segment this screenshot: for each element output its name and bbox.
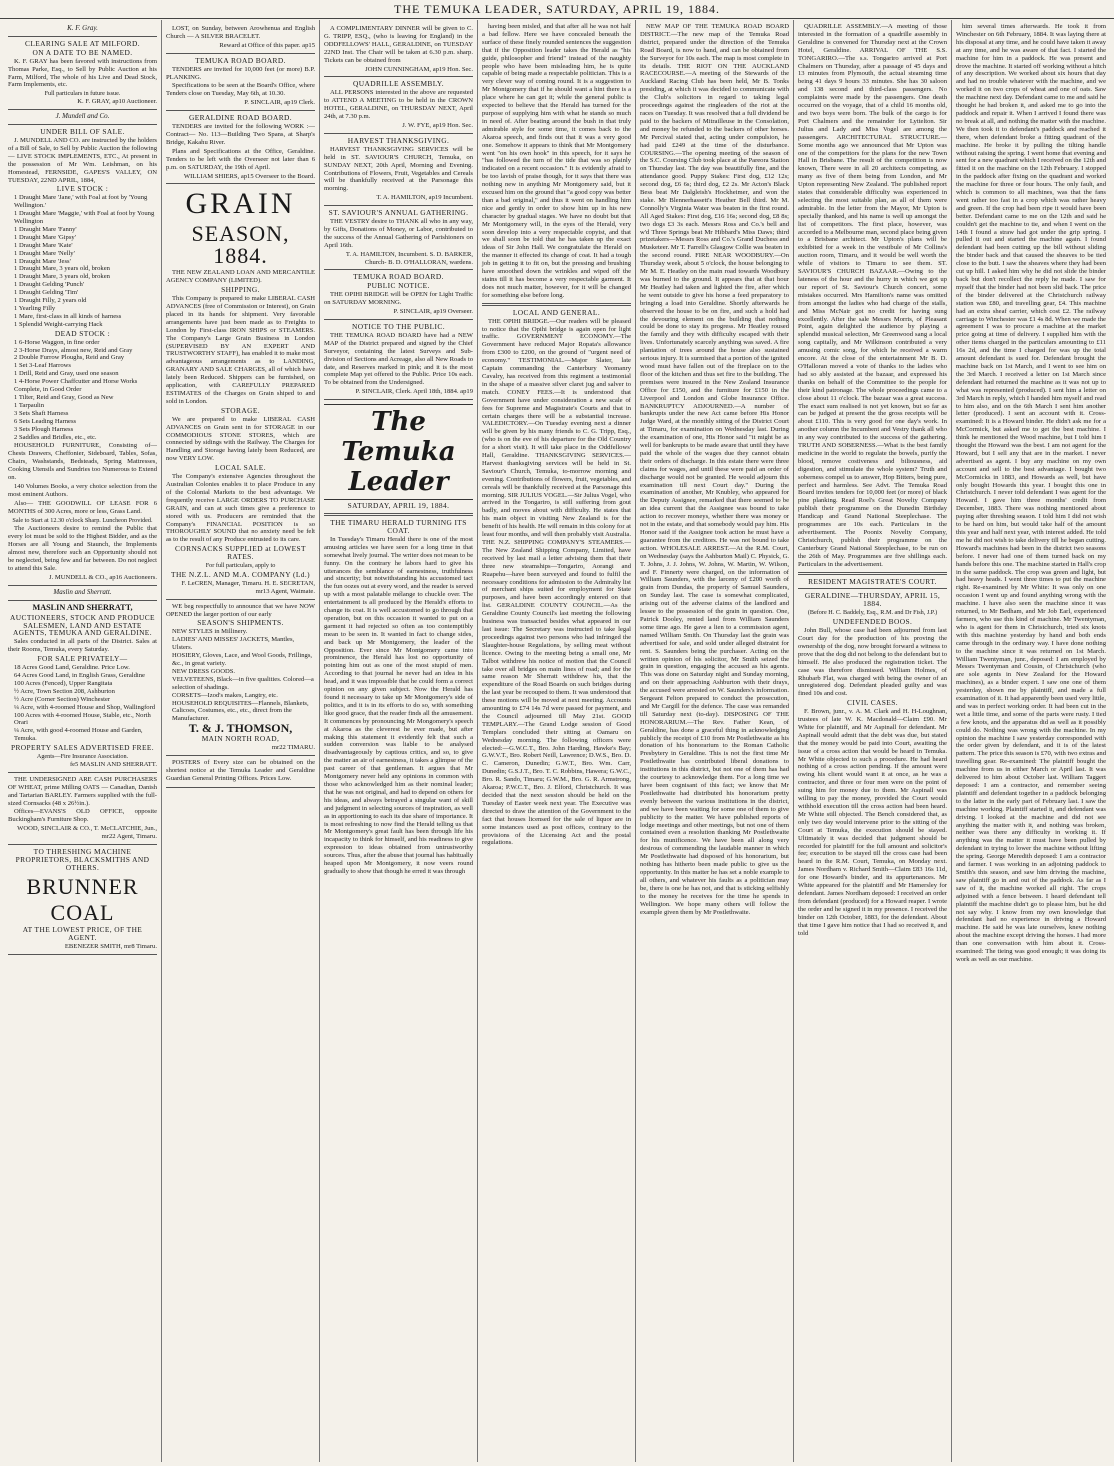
advert-subtitle: AUCTIONEERS, STOCK AND PRODUCE SALESMEN, LAND AND ESTATE AGENTS, TEMUKA AND GERALDINE. [10, 612, 155, 638]
masthead: THE TEMUKA LEADER, SATURDAY, APRIL 19, 1884. [0, 0, 1114, 19]
sale-start: Sale to Start at 12.30 o'clock Sharp. Luncheon Provided. [12, 516, 153, 524]
list-item: ½ Acre, Town Section 208, Ashburton [14, 687, 115, 695]
advert-signature: P. SINCLAIR, ap19 Clerk. [244, 99, 315, 107]
advert-body: This Company is prepared to make LIBERAL CASH ADVANCES (free of Commission or Interest), on Grain placed in its hands for shipment. Very favorable arrangements have just been made as to Freights to London by First-class IRON SHIPS or STEAMERS. The Company's Large Grain Business in London (SUPERVISED BY AN EXPERT AND TRUSTWORTHY STAFF), has enabled it to make most advantageous arrangements as to LANDING, GRANARY AND SALE CHARGES, all of which have lately been Reduced. Shippers can be furnished, on application, with CAREFULLY PREPARED ESTIMATES of the Charges on Grain shiped to and sold in London. [166, 295, 316, 405]
advert-new-map [324, 320, 473, 400]
advert-body: J. MUNDELL AND CO. are instructed by the holders of a Bill of Sale, to Sell by Public Auction the following — LIVE STOCK IMPLEMENTS, ETC., At present in the possession of Mr Wm. Leishman, on his Homestead, FERNSIDE, GAPES'S VALLEY, ON TUESDAY, 22ND APRIL, 1884, [8, 136, 157, 184]
column-7 [952, 20, 1110, 1462]
list-item: 1 Draught Mare, 3 years old, broken [14, 273, 110, 281]
goods-list [166, 628, 315, 723]
section-heading: LOCAL SALE. [215, 463, 266, 473]
advert-signature: Reward at Office of this paper. ap15 [219, 41, 315, 49]
list-item: 2 Saddles and Bridles, etc., etc. [14, 433, 97, 441]
local-news-body: THE OPIHI BRIDGE.—Our readers will be pleased to notice that the Opihi bridge is again open for light traffic. GOVERNMENT ECONOMY.—The Government have reduced Major Ropata's allowance from £300 to £200, on the ground of "urgent need of economy." TESTIMONIAL.—Major Slater, late Captain commanding the Canterbury Yeomanry Cavalry, has received from this regiment a testimonial in the shape of a massive silver claret jug and salver to match. CONEY FEES.—It is understood that Government have under consideration a new scale of fees for Supreme and Magistrate's Courts and that in certain charges there will be a substantial increase. VALEDICTORY.—On Tuesday evening next a dinner will be given by his many friends to C. G. Tripp, Esq., (who is on the eve of his departure for the Old Country for a short visit). It will take place in the Oddfellows' Hall, Geraldine. THANKSGIVING SERVICES.—Harvest thanksgiving services will be held in St. Saviour's Church, Temuka, to-morrow morning and evening. Contributions of flowers, fruit, vegetables, and cereals will be thankfully received at the Parsonage this morning. SIR JULIUS VOGEL.—Sir Julius Vogel, who arrived in the Tongariro, is still suffering from gout badly, and moves about with difficulty. He states that his main object in visiting New Zealand is for the benefit of his health. He will remain in this colony for at least four months, and will then probably visit Australia. THE N.Z. SHIPPING COMPANY'S STEAMERS.—The New Zealand Shipping Company, Limited, have received by last mail a letter advising them that their three new steamships—Tongariro, Aorangi and Ruapehu—have been surveyed and found to fulfil the necessary conditions for admission to the Admiralty list of merchant ships suited for employment for State purposes, and have been accordingly entered on that list. GERALDINE COUNTY COUNCIL.—As the Geraldine County Council's last meeting the following business was transacted besides what appeared in our last issue: The Secretary was instructed to take legal proceedings against two persons who had infringed the Slaughter-house Regulations, by selling meat without licence. Owing to the meeting being a small one, Mr Talbot withdrew his notice of motion that the Council take over all bridges on main lines of road; and for the same reason Mr Sherratt withdrew his, that the expenditure of the Road Boards on such bridges during the last year be recouped to them. It was understood that these motions will be moved at next meeting. Accounts amounting to £74 14s 7d were passed for payment, and the Council adjourned till May 21st. GOOD TEMPLARY.—The Grand Lodge session of Good Templars concluded their sitting at Oamaru on Wednesday morning. The following officers were elected:—G.W.C.T., Bro. John Harding, Hawke's Bay; G.W.V.T., Bro. Robert Neill, Lawrence; D.W.S., Bro. D. C. Cameron, Dunedin; G.W.T., Bro. Wm. Carr, Dunedin; G.S.J.T., Bro. T. C. Robbins, Hawera; G.W.C., Bro. R. Sando, Timaru; G.W.M., Bro. G. R. Armstrong, Akaroa; P.W.C.T., Bro. J. Elford, Christchurch. It was decided that the next session should be held on the Tuesday of Easter week next year. The Executive was directed to draw the attention of the Government to the fact that houses licensed for the sale of liquor are in some instances used as post offices, contrary to the provisions of the Licensing Act and the postal regulations. [482, 317, 631, 847]
advert-body: TENDERS are invited for 10,000 feet (or more) B.P. PLANKING. [166, 65, 315, 81]
list-item: 2 Double Furrow Ploughs, Reid and Gray [14, 354, 125, 362]
advert-body: WE beg respectfully to announce that we have NOW OPENED the larger portion of our early [166, 602, 315, 618]
advert-title: CLEARING SALE AT MILFORD. [25, 38, 140, 48]
issue-date: SATURDAY, APRIL 19, 1884. [347, 501, 450, 511]
advert-body: THE TEMUKA ROAD BOARD have had a NEW MAP of the District prepared and signed by the Chief Surveyor, containing the latest Surveys and Sub-division of Sections and Acreage, also all New Roads to date, and Reserves marked in pink; and it is the most complete Map yet offered to the Public. Price 10s each. To be obtained from the Undersigned. [324, 331, 473, 387]
property-list [8, 664, 157, 743]
list-item: 1 Drill, Reid and Gray, used one season [14, 370, 119, 378]
product-name: COAL [50, 899, 115, 925]
brand-name: BRUNNER [26, 873, 139, 899]
advert-title: HARVEST THANKSGIVING. [347, 135, 450, 145]
column-4 [478, 20, 636, 1462]
editorial-body: In Tuesday's Timaru Herald there is one of the most amusing articles we have seen for a long time in that somewhat lively journal. The writer does not mean to be funny. On the contrary he labors hard to give his utterances the semblance of earnestness, truthfulness and sincerity; but notwithstanding his accustomed tact the fun oozes out at every word, and the reader is served up with a most palatable mélange to chuckle over. The entertainment is all produced by the Herald's efforts to change its coat. It is well accustomed to go through that operation, but on this occasion it wanted to put on a garment it had rejected so often as too contemptibly mean to be seen in. It wanted in fact to change sides, and back up Mr Montgomery, the leader of the Opposition. Ever since Mr Montgomery came into prominence, the Herald has lost no opportunity of pointing him out as one of the most stupid of men. According to that journal he never had an idea in his head, and it was impossible that he could form a correct opinion on any given subject. Now the Herald has found it necessary to take up Mr Montgomery's side of politics, and it is in its efforts to do so, with something like good grace, that the reader finds all the amusement. It commences by pronouncing Mr Mongomery's speech at Akaroa as the cleverest he ever made, but after making this statement it evidently felt that such a sudden conversion was liable to be analysed disadvantageously by captious critics, and so, to give the matter an air of earnestness, it takes a glimpse of the past career of that gentleman. It argues that Mr Montgomery never held any opinions in common with those who acknowledged him as their nominal leader; that he was not original, and had to depend on others for his ideas, and always betrayed a singular want of skill and judgment in selecting sources of inspiration, as well as in apportioning to each its due share of importance. It is most refreshing to now find the Herald telling us that Mr Montgomery's great fault has been through life his incapacity to think for himself, and his readiness to give expression to ideas obtained from untrustworthy sources. Thus, after the abuse that journal has habitually heaped upon Mr Montgomery, it now veers round gradually to show that though he erred it was through [324, 535, 473, 875]
advert-signature: EBENEZER SMITH, mr8 Timaru. [64, 942, 157, 950]
advert-title: UNDER BILL OF SALE. [40, 127, 125, 137]
list-item: 1 Draught Mare 'Fanny' [14, 225, 77, 233]
list-item: 64 Acres Good Land, in English Grass, Geraldine [14, 671, 145, 679]
auctioneer-note: The Auctioneers desire to remind the Public that every lot must be sold to the Highest Bidder, and as the Horses are all Young and Staunch, the Implements almost new, therefore such an Opportunity should not be neglected, being few and far between. Do not neglect to attend this Sale. [8, 525, 157, 572]
advert-title: QUADRILLE ASSEMBLY. [353, 79, 444, 89]
list-item: 1 Draught Mare 'Maggie,' with Foal at foot by Young Wellington [14, 210, 155, 226]
advert-body: Specifications to be seen at the Board's Office, where Tenders close on Tuesday, May 6th, at 10.30. [166, 82, 315, 98]
advert-note: PROPERTY SALES ADVERTISED FREE. [10, 743, 155, 753]
court-subheading: CIVIL CASES. [847, 698, 898, 708]
advert-title: SEASON'S SHIPMENTS. [197, 618, 284, 628]
advert-title: NOTICE TO THE PUBLIC. [352, 322, 445, 331]
list-item: 1 Mare, first-class in all kinds of harness [14, 312, 122, 320]
list-item: 1 Draught Mare 'Kate' [14, 241, 73, 249]
advert-note: Agents—Fire Insurance Association. [36, 753, 129, 761]
advert-complimentary-dinner [324, 22, 473, 77]
advert-agent: K. F. Gray. [67, 24, 98, 32]
advert-body: ALL PERSONS interested in the above are requested to ATTEND A MEETING to be held in the CROWN HOTEL, GERALDINE, on THURSDAY NEXT, April 24th, at 7.30 p.m. [324, 89, 473, 121]
section-heading: CORNSACKS SUPPLIED at LOWEST RATES. [175, 544, 306, 562]
court-body: F. Brown, junr., v. A. M. Clark and H. H-Loughnan, trustees of late W. K. Macdonald—Claim £90. Mr White for plaintiff, and Mr Aspinall for defendant. Mr Aspinall would admit that the debt was due, but stated that the money would be paid into Court, awaiting the issue of a cross action that would be heard in Temuka. Mr White objected to such a procedure. He had heard nothing of a cross action pending. If the amount were owing his client would want it at once, as he was a contractor, and three or four men were on the point of suing him for money due to them. Mr Aspinall was willing to pay the money, provided the Court would withhold execution till the cross action had been heard. Mr White still objected. The Bench considered that, as only two day would intervene prior to the sitting of the Court at Temuka, the execution should be stayed. Ultimately it was decided that judgment should be recorded for plaintiff for the full amount and solicitor's fee; execution to be stayed till the cross case had been heard in the R.M. Court, Temuka, on Monday next. James Nordham v. Richard Smith—Claim £83 16s 11d, for one Howard's binder, and its appurtenances. Mr White appeared for the plaintiff and Mr Hamersley for defendant. James Nordham deposed: I received an order from defendant (produced) for a Howard reaper. I wrote the order and he signed it in my presence. I received the binder on 12th October, 1883, for the defendant. About that time I gave him notice that I had so received it, and told [798, 708, 947, 937]
advert-harvest [324, 134, 473, 206]
list-item: 1 Tilter, Reid and Gray, Good as New [14, 393, 114, 401]
list-item: 1 Draught Mare 'Jess' [14, 257, 71, 265]
advert-signature: K. F. GRAY, ap10 Auctioneer. [77, 98, 157, 106]
advert-body: THE OPIHI BRIDGE will be OPEN for Light Traffic on SATURDAY MORNING. [324, 291, 473, 307]
goodwill-lease: Also— THE GOODWILL OF LEASE FOR 6 MONTHS of 300 Acres, more or less, Grass Land. [8, 499, 157, 515]
column-2 [162, 20, 320, 1462]
advert-subtitle: ON A DATE TO BE NAMED. [32, 47, 133, 57]
advert-body: A COMPLIMENTARY DINNER will be given to C. G. TRIPP, ESQ., (who is leaving for England) in the ODDFELLOWS' HALL, GERALDINE, on TUESDAY 22ND Inst. The Chair will be taken at 6.30 p.m. sharp. Tickets can be obtained from [324, 25, 473, 64]
list-item: 1 Draught Mare 'Gipsy' [14, 233, 76, 241]
list-item: 6 Sets Leading Harness [14, 417, 77, 425]
editorial-continued: having been misled, and that after all he was not half a bad fellow. Here we have concealed beneath the surface of these finely rounded sentences the suggestion that if the Opposition leader takes the Herald as "his guide, philosopher and friend" instead of the naughty people who have been misleading him, he is quite capable of being made a respectable politician. This is a very clever way of coming round. It is a suggestion to Mr Montgomery that if he should want a hint there is a place where he can get it; while the general public is expected to believe that the Herald has turned for the purpose of supplying him with what he stands so much in need of. After beating around the bush in that truly admirable style for some time, it comes back to the Akaroa speech, and finds out that it was a very good one. Somehow it appears to think that Mr Montgomery went "on his own hook" in this speech, for it says he "has followed the turn of the tide that was so plainly indicated on a recent occasion." It is evidently afraid to be too lavish of praise though, for it says that there was nothing new in anything Mr Montgomery said, but it excused him on the ground that "a good copy was better than a bad original," and thus it went on handling him nice and gently in order to show him up in his new character by gradual stages. We have no doubt but that Mr Montgomery will, in the eyes of the Herald, very soon develop into a very respectable copyist, and that we shall soon be told that he has taken up the exact ideas of Sir John Hall. We congratulate the Herald on the manner it effected its change of coat. It had a tough job in getting it to fit on, but the pressing and brushing have smoothed down the wrinkles and wiped off the stains till it has become a very respectable garment. It does not much matter, however, for it will be changed for something else before long. [482, 23, 631, 299]
advert-body: The Company's extensive Agencies throughout the Australian Colonies enables it to place Produce in any of the Colonial Markets to the best advantage. We frequently receive LARGE ORDERS TO PURCHASE GRAIN, and can at such times give a preference to stored with us. Producers are reminded that the Company's FINANCIAL POSITION is so THOROUGHLY SOUND that no anxiety need be felt as to the result of any Produce entrusted to its care. [166, 473, 315, 544]
firm-address: MAIN NORTH ROAD, [201, 734, 280, 744]
company-name: THE N.Z.L. AND M.A. COMPANY (Ld.) [171, 569, 310, 579]
list-item: 1 Draught Filly, 2 years old [14, 297, 87, 305]
list-item: NEW STYLES in Millinery. [172, 628, 248, 636]
list-item: 1 Draught Mare, 3 years old, broken [14, 265, 110, 273]
advert-body: THE UNDERSIGNED ARE CASH PURCHASERS OF WHEAT, prime Milling OATS — Canadian, Danish and Tartarian BARLEY. Farmers supplied with the full-sized Cornsacks (48 x 26½in.). [8, 775, 157, 807]
list-item: HOSIERY, Gloves, Lace, and Wool Goods, Frillings, &c., in great variety. [172, 652, 313, 667]
advert-body: K. F. GRAY has been favored with instructions from Thomas Parke, Esq., to Sell by Public Auction at his Farm, Milford, The whole of his Live and Dead Stock, Farm Implements, etc. [8, 57, 157, 89]
dead-stock-list [8, 339, 157, 442]
column-3 [320, 20, 478, 1462]
advert-brunner-coal [8, 845, 157, 954]
advert-subtitle: PUBLIC NOTICE. [367, 281, 430, 291]
list-item: CORSETS—Izod's makes, Langtry, etc. [172, 691, 278, 699]
household-furniture: HOUSEHOLD FURNITURE, Consisting of— Chests Drawers, Cheffonier, Sideboard, Tables, Sofas, Chairs, Washstands, Bedsteads, Spring Mattresses, Cooking Utensils and Sundries too Numerous to Extend on. [8, 442, 157, 482]
list-item: ½ Acre (Corner Section) Winchester [14, 695, 111, 703]
list-item: 18 Acres Good Land, Geraldine. Price Low. [14, 664, 130, 672]
advert-signature: F. LeCREN, Manager, Timaru. H. E. SECRETAN, mr13 Agent, Waimate. [181, 579, 315, 595]
list-item: 100 Acres (Fenced), Upper Rangitata [14, 679, 113, 687]
advert-body: POSTERS of Every size can be obtained on the shortest notice at the Temuka Leader and Geraldine Guardian General Printing Offices. Prices Low. [166, 758, 315, 782]
list-item: 2 3-Horse Drays, almost new, Reid and Gray [14, 346, 133, 354]
court-heading: RESIDENT MAGISTRATE'S COURT. [808, 576, 937, 586]
advert-note: Full particulars in future issue. [44, 90, 121, 98]
newspaper-nameplate: The Temuka Leader [324, 404, 473, 500]
advert-office: Offices—EVANS'S OLD OFFICE, opposite Buckingham's Furniture Shop. [8, 808, 157, 824]
firm-name: T. & J. THOMSON, [188, 721, 293, 736]
list-item: HOUSEHOLD REQUISITES—Flannels, Blankets, Calicoes, Costumes, etc., etc., direct from the Manufacturer. [172, 699, 309, 723]
advert-geraldine-road-board [166, 111, 315, 184]
advert-grain-season [166, 184, 315, 599]
section-heading: STORAGE. [221, 405, 260, 415]
advert-signature: WOOD, SINCLAIR & CO., T. McCLATCHIE, Jun., mr22 Agent, Timaru. [17, 825, 157, 841]
dead-stock-heading: DEAD STOCK : [54, 328, 111, 338]
books-lot: 140 Volumes Books, a very choice selection from the most eminent Authors. [8, 482, 157, 498]
advert-signature: JOHN CUNNINGHAM, ap19 Hon. Sec. [365, 65, 473, 73]
list-item: VELVETEENS, Black—in five qualities. Colored—a selection of shadings. [172, 675, 314, 691]
section-heading-local: LOCAL AND GENERAL. [512, 307, 601, 317]
advert-body: LOST, on Sunday, between Arowhenua and English Church — A SILVER BRACELET. [166, 25, 315, 40]
live-stock-list [8, 194, 157, 328]
advert-signature: WILLIAM SHIERS, ap15 Overseer to the Board. [183, 172, 315, 180]
advert-clearing-sale [8, 22, 157, 110]
list-item: NEW DRESS GOODS. [172, 667, 236, 675]
advert-cash-purchasers [8, 773, 157, 845]
advert-signature: P. SINCLAIR, Clerk. April 18th, 1884. ap19 [355, 388, 473, 396]
advert-agent: J. Mundell and Co. [55, 112, 110, 121]
list-item: ¼ Acre, with 4-roomed House and Shop, Wallingford [14, 703, 156, 711]
list-item: 1 Tarpaulin [14, 401, 44, 409]
list-item: 1 Yearling Filly [14, 305, 56, 312]
advert-title: TEMUKA ROAD BOARD. [195, 55, 286, 65]
advert-signature: P. SINCLAIR, ap19 Overseer. [393, 308, 473, 316]
price-note: AT THE LOWEST PRICE, OF THE AGENT. [22, 924, 143, 942]
advert-temuka-road-board [166, 54, 315, 111]
court-subheading: UNDEFENDED BOOS. [832, 617, 913, 627]
advert-signature: fe5 MASLIN AND SHERRATT. [69, 760, 157, 768]
advert-bill-of-sale [8, 110, 157, 586]
advert-thomson-shipments [166, 600, 315, 756]
advert-quadrille [324, 77, 473, 133]
court-body-continued: him several times afterwards. He took it from Winchester on 6th February, 1884. It was laying there at his disposal at any time, and he could have taken it away at any time, and he was aware of that fact. I started the machine for him in a paddock. He was present and drove the machine. It started off working without a hitch of any description. We worked about six hours that day and had no trouble whatever with the machine, and we worked it on two crops of wheat and one of oats. Saw the machine next day. Defendant came to me and said he thought he had broken it, and asked me to go into the paddock and repair it. When I arrived I found there was no break at all, and nothing the matter with the machine. We then took it to defendant's paddock and reached it there, when defendant broke a fitting quadrant of the machine. He broke it by pulling the tilting handle without raising the spring. I went home that evening and sent for a new quadrant which I received on the 12th and fitted it on the machine on the 12th February. I stopped in the paddock after fixing on the quadrant and worked the machine for three or four hours. The only fault, and which is common to all machines, was that the fans went rather too fast in a crop which was rather heavy and green. If the crop had been ripe it would have been better. Defendant came to me on the 12th and said he couldn't get the machine to tie, and when I went on the 14th I found a straw had got under the grip spring. I pulled it out and started the machine again. I found defendant had been cutting up the bill without sliding the binder back and that caused the sheaves to be tied close to the butt. I saw the sheaves where they had been cut up hill. I asked him why he did not slide the binder back but don't recollect the reply he made. I saw for myself that the binder had not been slid back. The price of the binder delivered at the Christchurch railway station was £80, and travelling gear, £4. This machine had an extra sheaf carrier, which cost £2. The railway carriage to Winchester was £1 4s 8d. When we made the agreement I was to procure a machine at the market price going at time of delivery. I supplied him with the other items charged in the particulars amounting to £11 16s 2d, and the time I charged for was up the total amount defendant is sued for. Defendant brought the machine back on 1st March, and I went to see him on the 3rd March. I received a letter on 1st March since defendant had returned the machine as it was not up to what was represented (produced). I sent him a letter on 3rd March in reply, which I handed him myself and read to him also, and on the 6th March I sent him another letter (produced). I sent an account with it. Cross-examined: It is a Howard binder. He didn't ask me for a McCormick, but asked me to get the best machine. I think he mentioned the Wood machine, but I told him I thought the Howard was the best. I am not agent for the Howard, but I sell any that are in the market. I never advertised as agent. I buy any machine on my own account and sell to the best advantage. I bought two McCormicks in 1883, and Howards as well, but have only bought Howards this year. I bought this one in Christchurch. I never told defendant I was agent for the Howard. I gave him three months' credit from December, 1883. There was nothing mentioned about paying after threshing season. I told him I did not wish to be hard on him, but would take half of the amount this year and half next year, with interest added. He told me he did not wish to take delivery till he began cutting. Howard's machines had been in the district two seasons before. I never had one of them turned back on my hands before this one. The machine started in Hall's crop in the same paddock. The crop was green and light, but had heavy heads. I went three times to put the machine right. Re-examined by Mr White: It was only on one occasion I went up and found anything wrong with the machine. I have also seen the machine since it was returned, to Mr Bedham, and Mr Job Earl, experienced farmers, who use this kind of machine. Mr Twentyman, who is agent for them in Christchurch, tried six knots with this machine yesterday by hand and both ends came through in the ordinary way. I have done nothing to the machine since it was returned on 1st March. William Twentyman, junr., deposed: I am employed by Messrs Twentyman and Cousin, of Christchurch (who are sole agents in New Zealand for the Howard machines), as a binder expert. I saw one one of them yesterday, shown me by plaintiff, and made a full examination of it. It had apparently been used very little, and was in perfect working order. It had been cut in the wet a little time, and some of the parts were rusty. I tied a few knots, and the apparatus did as well as it possibly could do. Nothing was wrong with the machine. In my opinion the machine I saw yesterday corresponded with the order given by defendant, and it is of the latest pattern. The price this season is £70, with two extras and travelling gear. Re-examined: The plaintiff bought the machine from us in either March or April last. It was delivered to him about October last. William Taggert deposed: I am a contractor, and remember seeing plaintiff and defendant together in a paddock belonging to the latter in the early part of February last. I saw the machine working. Plaintiff started it, and defendant was driving. I looked at the machine and did not see anything the matter with it, and nothing was broken, neither was there any difficulty in working it. If anything was the matter it must have been pulled by defendant in trying to lower the machine without lifting the spring. George Meredith deposed: I am a contractor and farmer. I was working in an adjoining paddock to Smith's this season, and saw him driving the machine, saw plaintiff go in and out of the paddock. As far as I saw of it, the machine worked all right. The crops adjoined with a fence between. I heard defendant tell plaintiff the machine didn't go to please him, but he did not say why. I know from my own knowledge that defendant had no experience in driving a Howard machine. He said he was late ourselves, knew nothing about the machine except driving the horses. I had more than one conversation with him about it. Cross-examined: The tieing was good enough; it was doing its work as well as our machine. [956, 23, 1106, 963]
advert-body: We are prepared to make LIBERAL CASH ADVANCES on Grain sent in for STORAGE in our COMMODIOUS STONE STORES, which are connected by sidings with the Railway. The Charges for Handling and Storage having lately been Reduced, are now VERY LOW. [166, 415, 315, 463]
advert-body: TENDERS are invited for the following WORK :— Contract— No. 113—Building Two Spans, at Sharp's Bridge, Kakahu River. [166, 123, 315, 146]
advert-opihi-bridge [324, 270, 473, 320]
list-item: ¼ Acre, with good 4-roomed House and Garden, Temuka. [14, 727, 143, 743]
firm-town: mr22 TIMARU. [271, 744, 315, 752]
advert-headline: GRAIN [185, 187, 296, 221]
list-item: 3 Sets Plough Harness [14, 425, 74, 433]
column-5 [636, 20, 794, 1462]
column-6 [794, 20, 952, 1462]
advert-body: HARVEST THANKSGIVING SERVICES will be held in ST. SAVIOUR'S CHURCH, Temuka, on SUNDAY NEXT, 20th April, Morning and Evening. Contributions of Flowers, Fruit, Vegetables and Cereals will be thankfully received at the Parsonage this morning. [324, 145, 473, 193]
list-item: 3 Sets Shaft Harness [14, 409, 69, 417]
live-stock-heading: LIVE STOCK : [56, 184, 109, 194]
list-item: LADIES' AND MISSES' JACKETS, Mantles, Ulsters. [172, 636, 295, 652]
private-sale-heading: FOR SALE PRIVATELY— [37, 654, 128, 664]
advert-posters [166, 756, 315, 788]
newspaper-page [4, 20, 1110, 1462]
advert-body: THE NEW ZEALAND LOAN AND MERCANTILE AGENCY COMPANY (LIMITED). [166, 269, 315, 285]
advert-maslin-sherratt [8, 586, 157, 773]
list-item: 1 Set 3-Leaf Harrows [14, 362, 71, 370]
advert-lost-bracelet [166, 22, 315, 54]
list-item: 1 Draught Gelding 'Punch' [14, 281, 84, 289]
advert-body: Plans and Specifications at the Office, Geraldine. Tenders to be left with the Overseer not later than 6 p.m. on SATURDAY, the 19th of April. [166, 147, 315, 171]
local-news-body: NEW MAP OF THE TEMUKA ROAD BOARD DISTRICT.—The new map of the Temuka Road district, prepared under the direction of the Temuka Road Board, is now to hand, and can be obtained from the Surveyor for 10s each. The map is most complete in its details. THE RIOT ON THE AUCKLAND RACECOURSE.—A meeting of the Stewards of the Auckland Racing Club has been held, Mr B. Tonks presiding, at which it was decided to communicate with the Club's solicitors in regard to taking legal proceedings against the ringleaders of the riot at the races on Tuesday. It was resolved that a full dividend be paid to the backers of Mitrailleuse in the Consolation, and money be refunded to the backers of other horses. Mr Percival stated that, acting under compulsion, he had paid £249 at the time of the disturbance. COURSING.—The opening meeting of the season of the S.C. Coursing Club took place at the Pareora Station on Thursday last. The day was beautifully fine, and the attendance good. Puppy Stakes: First dog, £12 12s; second dog, £6 6s; third dog, £2 2s. Mr Acton's Black Bess beat Mr Dalgleish's Hockheimer, and won the stake. Mr Blennerhassett's Heather Bell third. Mr M. Connolly's Virginia Water was beaten in the first round. All Aged Stakes: First dog, £16 16s; second dog, £8 8s; two dogs £3 3s each. Messrs Ross and Co.'s bell and w'd Three Springs beat Mr Hibbard's Miss Daws; third prizetakers—Messrs Ross and Co.'s Grand Duchess and Musketeer. Mr T. Farrell's Glasgow Collie was beaten in the second round. FIRE NEAR WOODBURY.—On Thursday week, about 5 o'clock, the house belonging to Mr M. E. Heatley on the main road towards Woodbury was burned to the ground. It appears that at that hour Mr Heatley had taken and lighted the fire, after which he went outside to give his horse a feed preparatory to bringing a load into Geraldine. Shortly afterwards he observed the house to be on fire, and such a hold had the devouring element on the building that nothing could be done to stay its progress. Mr Heatley roused the family and they with difficulty escaped with their lives. Unfortunately scarcely anything was saved. A fire plantation of trees around the house also sustained serious injury. It is surmised that a portion of the ignited wood must have fallen out of the fireplace on to the floor of the kitchen and thus set fire to the building. The premises were insured in the New Zealand Insurance Office for £150, and the furniture for £150 in the Liverpool and London and Globe Insurance Office. BANKRUPTCY ADJOURNED.—A number of bankrupts under the new Act came before His Honor Judge Ward, at the monthly sitting of the District Court at Timaru, for examination on Wednesday last. During the examination of one, His Honor said "it might be as well for bankrupts to be made aware that until they have paid the whole of the wages due they cannot obtain their orders of discharge. In this estate there were three claims for wages, and until these were paid an order of discharge would not be granted. He would adjourn this examination till next Court day." During the examination of another, Mr Knubley, who appeared for the Deputy Assignee, remarked that there seemed to be an idea current that the Assignee was bound to take action to recover moneys, whether there was money or not in the estate, and that somebody would pay him. His Honor said if the Assignee took action he must have a guarantee from the creditors. He was not bound to take action. WHOLESALE ARREST.—At the R.M. Court, on Wednesday (says the Ashburton Mail) C. Physick, G. T. Johns, J. J. Johns, W. Johns, W. Martin, W. Wilson, and F. Finnerty were charged, on the information of William Saunders, with the larceny of £200 worth of grain from Dundas, the property of Samuel Saunders, on Sunday last. The case is somewhat complicated, arising out of the adverse claims of the landlord and lessee to the possession of the grain in question. One, Patrick Dooley, rented land from William Saunders some time ago. He gave a lien to a commission agent, named William Smith. On Thursday last the grain was advertised for sale, and sold under alleged distraint for rent. S. Saunders being the purchaser. Acting on the written opinion of his solicitor, Mr Smith seized the grain in question, engaging the accused as his agents. This was done on Saturday night and Sunday morning, and on their approaching Ashburton with their drays, the accused were arrested on W. Saunders's information. Sergeant Felton prepared to conduct the prosecution, and Mr Cargill for the defence. The case was remanded till Saturday next (to-day). DISPOSING OF THE HONORARIUM.—The Rev. Father Kean, of Geraldine, has done a graceful thing in acknowledging publicly the receipt of £10 from Mr Postlethwaite as his donation of his honorarium to the Roman Catholic Presbytery in Geraldine. This is not the first time Mr Postlethwaite has contributed liberal donations to institutions in this district, but not one of them has had the courtesy to acknowledge them. For a long time we have been cognisant of this fact; we know that Mr Postlethwaite had distributed his honorarium pretty evenly between the various institutions in the district, and we have been waiting for some one of them to give publicity to the matter. We have published reports of lodge meetings and other meetings, but not one of them contained even a resolution thanking Mr Postlethwaite for his munificence. We have been all along very desirous of commending the laudable manner in which Mr Postlethwaite had disposed of his honorarium, but nothing has hitherto been made public to give us the opportunity. In this matter he has set a noble example to all others, and whatever his faults as a politician may be, there is one he has not, and that is sticking selfishly to the money he receives for the time he spends in Wellington. We hope many others will follow the example given them by Mr Postlethwaite. [640, 23, 789, 916]
list-item: 1 Splendid Weight-carrying Hack [14, 320, 103, 328]
advert-body: Sales conducted in all parts of the District. Sales at their Rooms, Temuka, every Saturday. [8, 638, 157, 654]
advert-note: For full particulars, apply to [205, 562, 276, 570]
local-news-body: QUADRILLE ASSEMBLY.—A meeting of those interested in the formation of a quadrille assembly in Geraldine is convened for Thursday next at the Crown Hotel, Geraldine. ARRIVAL OF THE S.S. TONGARIRO.—The s.s. Tongariro arrived at Port Chalmers on Thursday, after a passage of 45 days and 13 minutes from Plymouth, the actual steaming time being 41 days 9 hours 33 minutes. She has 30 saloon and 138 second and third-class passengers. No complaints were made by the passengers. One death occurred on the voyage, that of a child 16 months old, and two boys were born. The bulk of the cargo is for Port Chalmers and the remainder for Lyttelton. Sir Julius and Lady and Miss Vogel are among the passengers. ARCHITECTURAL STRUCTURE.—Some months ago we announced that Mr Upton was one of the competitors for the plans for the new Town Hall in Brisbane. The result of the competition is now known, There were in all 20 architects competing, as many as five of them being from London, and Mr Upton representing New Zealand. The published report states that considerable difficulty was experienced in selecting the most suitable plan, as all of them were admirable. In the letter from the Mayor, Mr Upton is specially thanked, and his name is well up amongst the list of competitors. The first place, however, was accorded to a Melbourne man, second place being given to a Brisbane architect. Mr Upton's plans will be exhibited for a week in the vestibule of Mr Collins's auction room, Timaru, and it would be well worth the while of visitors to Timaru to see them. ST. SAVIOUR'S CHURCH BAZAAR.—Owing to the lateness of the hour and the hurry in which we got up our report of St. Saviour's Church concert, some mistakes occurred. Mrs Hamilton's name was omitted from amongst the ladies who had charge of the stalls, and Miss McNair got no credit for having sung excellently. After the sale Messrs Morris, of Pleasant Point, again delighted the audience by playing a splendid musical selection, Mr Greenwood sang a local song capitally, and Mr Wilkinson contributed a very amusing comic song, for which he received a warm encore. At the close of the entertainment Mr B. D. O'Halloran moved a vote of thanks to the ladies who had so ably assisted at the bazaar, and expressed his thanks on behalf of the Committee to the people for their kind patronage. The whole proceedings came to a close about 11 o'clock. The bazaar was a great success. The exact sum realised is not yet known, but so far as can be judged at present the the gross receipts will be about £110. This is very good for one day's work. In another column the Incumbent and Vestry thank all who in any way contributed to the success of the gathering. TRUTH AND SOBERNESS.—What is the best family medicine in the world to regulate the bowels, purify the blood, remove costiveness and biliousness, aid digestion, and stimulate the whole system? Truth and soberness compel us to answer, Hop Bitters, being pure, perfect and harmless. See Advt. The Temuka Road Board invites tenders for 10,000 feet (or more) of black pine planking. Read Roel's Great Novelty Company publish their programme on the Dunedin Birthday Handicap and Grand National Steeplechase. The programmes are 10s each. Particulars in the advertisement. The Poonix Novelty Company, Christchurch, publish their programme on the Canterbury Grand National Steeplechase, to be run on the 26th of May. Programmes are five shillings each. Particulars in the advertisement. [798, 23, 947, 568]
advert-signature: T. A. HAMILTON, ap19 Incumbent. [376, 194, 473, 202]
section-heading: SHIPPING. [221, 285, 260, 295]
court-body: John Bull, whose case had been adjourned from last Court day for the production of his proving the ownership of the dog, now brought forward a witness to prove that the dog did not belong to the defendant but to himself. He also produced the registration ticket. The case was therefore dismissed. William Holmes, of Rhubarb Flat, was charged with being the owner of an unregistered dog. Defendant pleaded guilty and was fined 10s and cost. [798, 627, 947, 698]
advert-signature: T. A. HAMILTON, Incumbent. S. D. BARKER, Church- B. D. O'HALLORAN, wardens. [345, 250, 473, 266]
advert-body: THE VESTRY desire to THANK all who in any way, by Gifts, Donations of Money, or Labor, contributed to the success of the Annual Gathering of Parishioners on April 16th. [324, 218, 473, 249]
court-date: GERALDINE—THURSDAY, APRIL 15, 1884. [804, 591, 941, 609]
advert-title: MASLIN AND SHERRATT, [32, 602, 133, 612]
list-item: 1 Draught Gelding 'Tim' [14, 289, 79, 297]
list-item: 1 Draught Mare 'Jane,' with Foal at foot by 'Young Wellington.' [14, 194, 148, 210]
advert-title: TEMUKA ROAD BOARD. [353, 272, 444, 282]
advert-agent: Maslin and Sherratt. [53, 587, 112, 596]
advert-signature: J. MUNDELL & CO., ap16 Auctioneers. [49, 573, 157, 581]
advert-body: TO THRESHING MACHINE PROPRIETORS, BLACKSMITHS AND OTHERS. [15, 847, 150, 872]
list-item: 1 4-Horse Power Chaffcutter and Horse Works Complete, in Good Order [14, 378, 138, 394]
editorial-title: THE TIMARU HERALD TURNING ITS COAT. [330, 518, 467, 535]
list-item: 100 Acres with 4-roomed House, Stable, etc., North Orari [14, 711, 151, 727]
list-item: 1 6-Horse Waggon, in fine order [14, 338, 100, 346]
advert-annual-gathering [324, 206, 473, 270]
advert-headline-2: SEASON, 1884. [191, 221, 290, 269]
advert-title: GERALDINE ROAD BOARD. [188, 113, 293, 123]
advert-title: ST. SAVIOUR'S ANNUAL GATHERING. [328, 208, 469, 218]
column-1 [4, 20, 162, 1462]
list-item: 1 Draught Mare 'Nelly' [14, 249, 75, 257]
advert-signature: J. W. FYE, ap19 Hon. Sec. [402, 121, 473, 129]
court-bench: (Before H. C. Baddely, Esq., R.M. and Dr Fish, J.P.) [807, 609, 938, 617]
